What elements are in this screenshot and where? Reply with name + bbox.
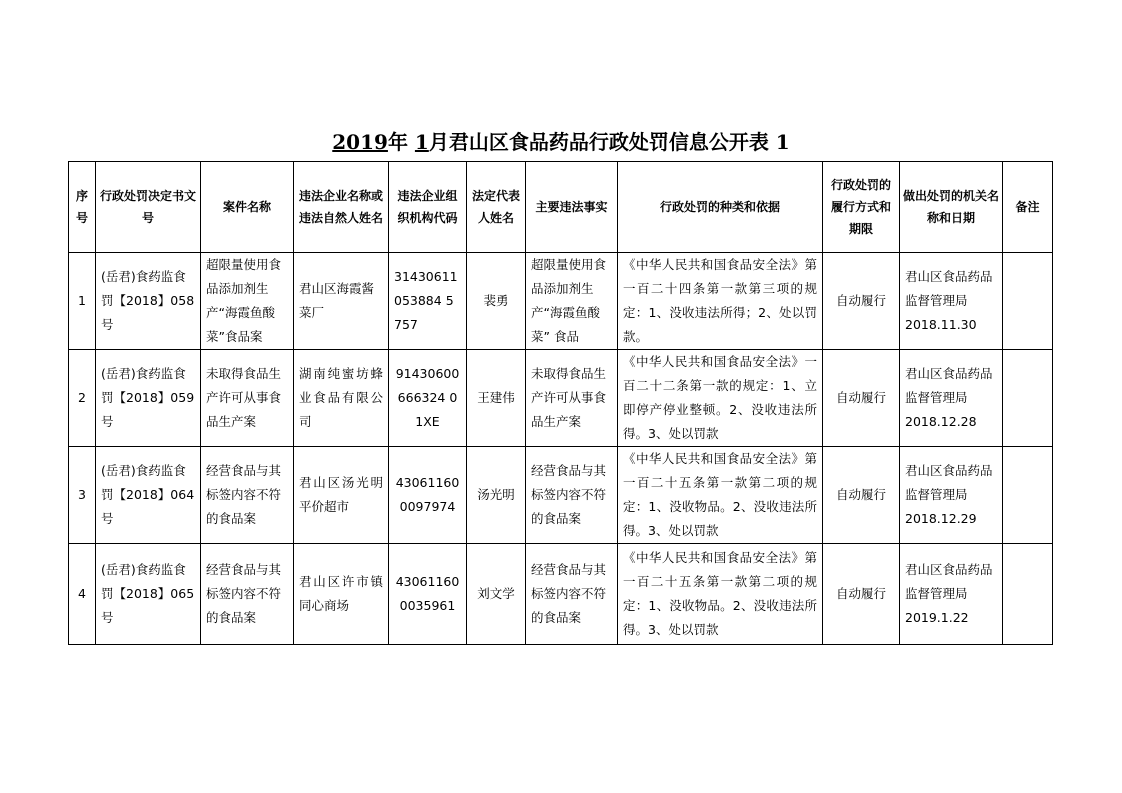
page-title <box>0 128 1122 156</box>
cell-penalty: 《中华人民共和国食品安全法》第一百二十五条第一款第二项的规定：1、没收物品。2、没收违法所得。3、处以罚款 <box>618 447 823 544</box>
cell-fulfill: 自动履行 <box>823 447 900 544</box>
cell-penalty: 《中华人民共和国食品安全法》第一百二十五条第一款第二项的规定：1、没收物品。2、没收违法所得。3、处以罚款 <box>618 544 823 645</box>
cell-authority <box>900 544 1003 645</box>
cell-case-name: 经营食品与其标签内容不符的食品案 <box>201 447 294 544</box>
header-penalty: 行政处罚的种类和依据 <box>618 162 823 253</box>
title-year-suffix: 年 <box>387 130 415 154</box>
header-party: 违法企业名称或违法自然人姓名 <box>294 162 389 253</box>
header-fulfill: 行政处罚的履行方式和期限 <box>823 162 900 253</box>
authority-date: 2019.1.22 <box>905 610 969 625</box>
cell-doc-no: (岳君)食药监食罚【2018】065 号 <box>96 544 201 645</box>
cell-doc-no: (岳君)食药监食罚【2018】058 号 <box>96 253 201 350</box>
cell-facts: 未取得食品生产许可从事食品生产案 <box>526 350 618 447</box>
cell-org-code: 430611600097974 <box>389 447 467 544</box>
cell-org-code: 31430611053884 5757 <box>389 253 467 350</box>
penalty-table <box>68 161 1053 645</box>
cell-facts: 超限量使用食品添加剂生产“海霞鱼酸菜” 食品 <box>526 253 618 350</box>
cell-seq: 2 <box>69 350 96 447</box>
cell-authority <box>900 447 1003 544</box>
table-row <box>69 253 1053 350</box>
authority-name: 君山区食品药品监督管理局 <box>905 269 993 308</box>
cell-case-name: 未取得食品生产许可从事食品生产案 <box>201 350 294 447</box>
cell-doc-no: (岳君)食药监食罚【2018】059 号 <box>96 350 201 447</box>
authority-name: 君山区食品药品监督管理局 <box>905 366 993 405</box>
cell-remarks <box>1003 544 1053 645</box>
cell-party: 君山区海霞酱菜厂 <box>294 253 389 350</box>
authority-name: 君山区食品药品监督管理局 <box>905 463 993 502</box>
cell-remarks <box>1003 253 1053 350</box>
header-remarks: 备注 <box>1003 162 1053 253</box>
cell-seq: 4 <box>69 544 96 645</box>
cell-case-name: 超限量使用食品添加剂生产“海霞鱼酸菜”食品案 <box>201 253 294 350</box>
cell-legal-rep: 王建伟 <box>467 350 526 447</box>
header-legal-rep: 法定代表人姓名 <box>467 162 526 253</box>
cell-party: 君山区许市镇同心商场 <box>294 544 389 645</box>
cell-fulfill: 自动履行 <box>823 253 900 350</box>
table-row <box>69 447 1053 544</box>
header-case-name: 案件名称 <box>201 162 294 253</box>
title-month: 1 <box>414 130 429 154</box>
title-year: 2019 <box>332 130 388 154</box>
header-facts: 主要违法事实 <box>526 162 618 253</box>
cell-remarks <box>1003 350 1053 447</box>
header-org-code: 违法企业组织机构代码 <box>389 162 467 253</box>
cell-remarks <box>1003 447 1053 544</box>
cell-case-name: 经营食品与其标签内容不符的食品案 <box>201 544 294 645</box>
cell-fulfill: 自动履行 <box>823 350 900 447</box>
table-row <box>69 544 1053 645</box>
cell-seq: 3 <box>69 447 96 544</box>
cell-legal-rep: 汤光明 <box>467 447 526 544</box>
header-doc-no: 行政处罚决定书文号 <box>96 162 201 253</box>
cell-authority <box>900 253 1003 350</box>
cell-fulfill: 自动履行 <box>823 544 900 645</box>
cell-party: 湖南纯蜜坊蜂业食品有限公司 <box>294 350 389 447</box>
cell-org-code: 430611600035961 <box>389 544 467 645</box>
authority-date: 2018.11.30 <box>905 317 977 332</box>
authority-date: 2018.12.28 <box>905 414 977 429</box>
cell-authority <box>900 350 1003 447</box>
authority-name: 君山区食品药品监督管理局 <box>905 562 993 601</box>
cell-facts: 经营食品与其标签内容不符的食品案 <box>526 447 618 544</box>
cell-penalty: 《中华人民共和国食品安全法》第一百二十四条第一款第三项的规定：1、没收违法所得；2、处以罚款。 <box>618 253 823 350</box>
cell-legal-rep: 刘文学 <box>467 544 526 645</box>
table-header-row <box>69 162 1053 253</box>
cell-legal-rep: 裴勇 <box>467 253 526 350</box>
cell-seq: 1 <box>69 253 96 350</box>
table-row <box>69 350 1053 447</box>
cell-doc-no: (岳君)食药监食罚【2018】064 号 <box>96 447 201 544</box>
cell-org-code: 91430600666324 01XE <box>389 350 467 447</box>
header-authority: 做出处罚的机关名称和日期 <box>900 162 1003 253</box>
cell-penalty: 《中华人民共和国食品安全法》一百二十二条第一款的规定：1、立即停产停业整顿。2、没收违法所得。3、处以罚款 <box>618 350 823 447</box>
cell-party: 君山区汤光明平价超市 <box>294 447 389 544</box>
header-seq: 序号 <box>69 162 96 253</box>
cell-facts: 经营食品与其标签内容不符的食品案 <box>526 544 618 645</box>
title-rest: 月君山区食品药品行政处罚信息公开表 1 <box>428 130 790 154</box>
authority-date: 2018.12.29 <box>905 511 977 526</box>
